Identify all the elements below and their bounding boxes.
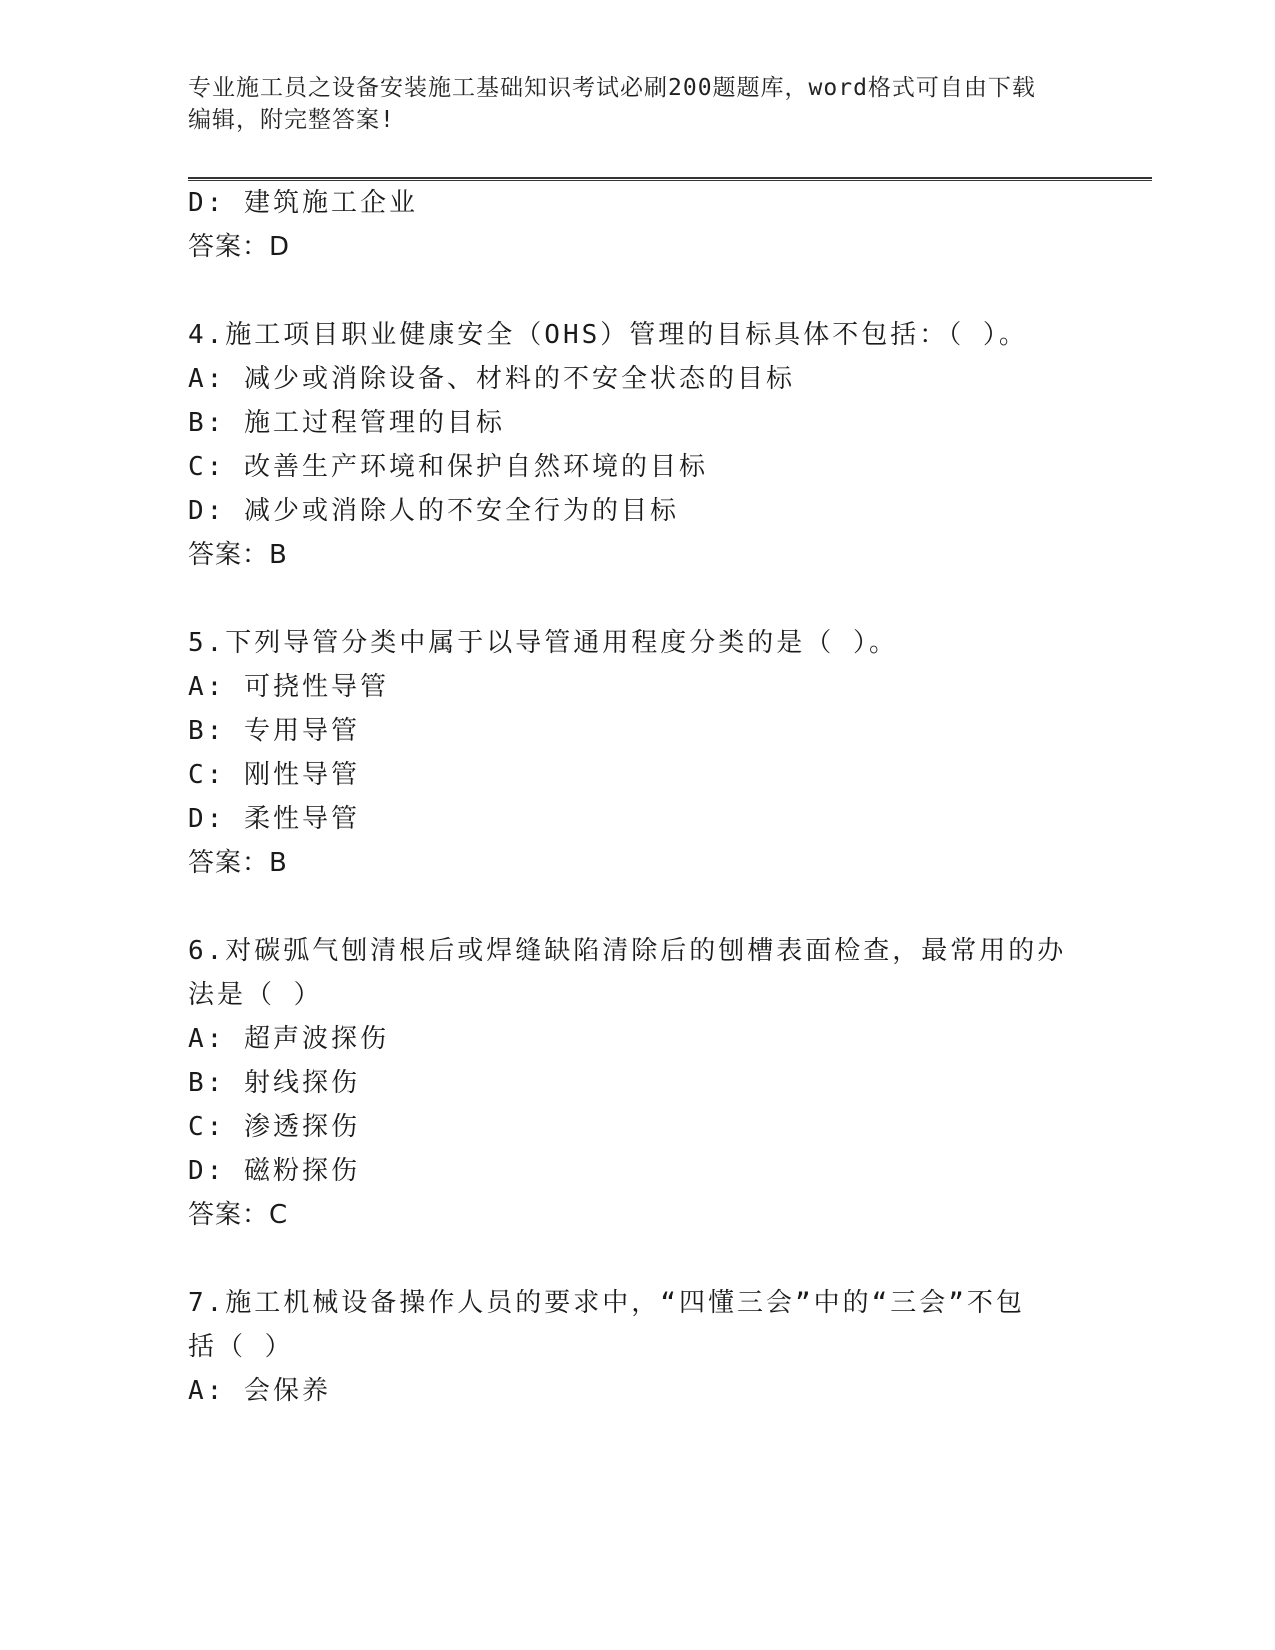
- header-divider: [188, 177, 1152, 181]
- q3-option-d: D: 建筑施工企业: [188, 188, 418, 218]
- q6-option-a: A: 超声波探伤: [188, 1024, 389, 1054]
- q5-option-c: C: 刚性导管: [188, 760, 360, 790]
- q4-stem: 4.施工项目职业健康安全（OHS）管理的目标具体不包括：（ ）。: [188, 320, 1028, 350]
- q6-stem-line-1: 6.对碳弧气刨清根后或焊缝缺陷清除后的刨槽表面检查，最常用的办: [188, 936, 1067, 966]
- q7-stem-line-2: 括（ ）: [188, 1332, 294, 1362]
- q4-answer: 答案：B: [188, 540, 288, 570]
- q5-option-d: D: 柔性导管: [188, 804, 360, 834]
- q4-option-b: B: 施工过程管理的目标: [188, 408, 505, 438]
- q4-option-c: C: 改善生产环境和保护自然环境的目标: [188, 452, 708, 482]
- q5-answer: 答案：B: [188, 848, 288, 878]
- q6-answer: 答案：C: [188, 1200, 289, 1230]
- q4-option-a: A: 减少或消除设备、材料的不安全状态的目标: [188, 364, 795, 394]
- q6-option-b: B: 射线探伤: [188, 1068, 360, 1098]
- q5-option-b: B: 专用导管: [188, 716, 360, 746]
- q5-stem: 5.下列导管分类中属于以导管通用程度分类的是（ ）。: [188, 628, 898, 658]
- q4-option-d: D: 减少或消除人的不安全行为的目标: [188, 496, 679, 526]
- q3-answer: 答案：D: [188, 232, 291, 262]
- q6-option-d: D: 磁粉探伤: [188, 1156, 360, 1186]
- document-header: [188, 72, 1088, 136]
- header-title-line-2: 编辑，附完整答案!: [188, 107, 395, 133]
- q6-option-c: C: 渗透探伤: [188, 1112, 360, 1142]
- q7-option-a: A: 会保养: [188, 1376, 331, 1406]
- q5-option-a: A: 可挠性导管: [188, 672, 389, 702]
- header-title-line-1: 专业施工员之设备安装施工基础知识考试必刷200题题库，word格式可自由下载: [188, 75, 1036, 101]
- q6-stem-line-2: 法是（ ）: [188, 980, 323, 1010]
- q7-stem-line-1: 7.施工机械设备操作人员的要求中，“四懂三会”中的“三会”不包: [188, 1288, 1025, 1318]
